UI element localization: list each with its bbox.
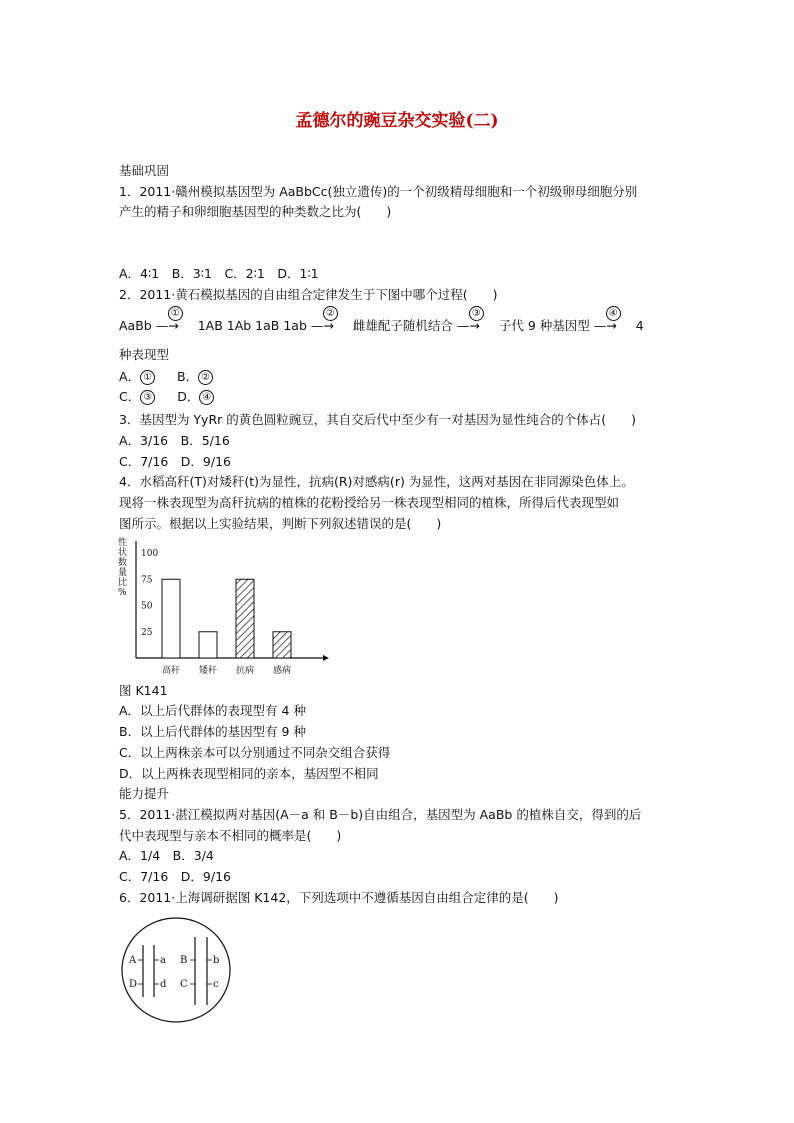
allele-a: a [160, 955, 166, 966]
cell-diagram-k142 [118, 915, 238, 1027]
x-tick-label: 矮秆 [198, 666, 218, 676]
q2-opt-b-symbol: ② [198, 370, 213, 385]
x-tick-labels [162, 664, 291, 676]
section-basic: 基础巩固 [119, 163, 170, 178]
q5-line2: 代中表现型与亲本不相同的概率是( ) [119, 828, 342, 843]
y-ticks [141, 549, 158, 638]
y-tick-label: 50 [141, 601, 153, 612]
q4-line1: 4．水稻高秆(T)对矮秆(t)为显性，抗病(R)对感病(r) 为显性，这两对基因在非同源染色体上。 [119, 474, 634, 489]
q6-stem: 6．2011·上海调研据图 K142，下列选项中不遵循基因自由组合定律的是( ) [119, 890, 559, 905]
x-tick-label: 高秆 [161, 666, 181, 676]
allele-C: C [180, 979, 188, 990]
q2-proc-start: AaBb [119, 318, 152, 333]
y-label-char: 数 [118, 558, 128, 568]
q1-line1: 1．2011·赣州模拟基因型为 AaBbCc(独立遗传)的一个初级精母细胞和一个初级卵母细胞分别 [119, 184, 638, 199]
q2-step4: ④ [606, 306, 621, 321]
y-tick-label: 25 [141, 627, 153, 638]
q2-fertilization: 雌雄配子随机结合 [352, 318, 453, 333]
y-axis-label [118, 536, 127, 598]
allele-B: B [180, 955, 188, 966]
bar-1 [162, 579, 180, 658]
x-axis-arrowhead [323, 655, 329, 661]
q3-options-row1: A．3/16 B．5/16 [119, 433, 230, 448]
q2-opt-d-symbol: ④ [199, 390, 214, 405]
q2-offspring: 子代 9 种基因型 [498, 318, 590, 333]
q3-options-row2: C．7/16 D．9/16 [119, 454, 231, 469]
q2-options-row2 [119, 389, 214, 405]
bar-chart [115, 535, 330, 680]
q5-options-row2: C．7/16 D．9/16 [119, 869, 231, 884]
q2-opt-a-label: A． [119, 369, 141, 384]
q2-opt-c-symbol: ③ [140, 390, 155, 405]
y-label-char: 性 [118, 538, 128, 548]
bar-4 [273, 632, 291, 658]
y-label-char: 状 [118, 548, 128, 558]
q2-opt-c-label: C． [119, 389, 141, 404]
allele-A: A [129, 955, 137, 966]
q5-line1: 5．2011·湛江模拟两对基因(A－a 和 B－b)自由组合，基因型为 AaBb 的植株自交，得到的后 [119, 807, 642, 822]
section-advanced: 能力提升 [119, 786, 170, 801]
x-tick-label: 抗病 [235, 666, 255, 676]
q2-opt-b-label: B． [177, 369, 199, 384]
q2-arrow-2: ② —→ [311, 318, 349, 334]
q2-gametes: 1AB 1Ab 1aB 1ab [197, 318, 307, 333]
y-tick-label: 100 [141, 549, 159, 559]
q5-options-row1: A．1/4 B．3/4 [119, 848, 214, 863]
bar-3 [236, 579, 254, 658]
bars [162, 579, 291, 658]
q4-option-a: A．以上后代群体的表现型有 4 种 [119, 703, 306, 718]
allele-b: b [213, 955, 220, 966]
allele-D: D [129, 979, 138, 990]
q2-step3: ③ [469, 306, 484, 321]
q2-options-row1 [119, 369, 213, 385]
q1-line2: 产生的精子和卵细胞基因型的种类数之比为( ) [119, 204, 392, 219]
q4-line2: 现将一株表现型为高秆抗病的植株的花粉授给另一株表现型相同的植株，所得后代表现型如 [119, 495, 620, 510]
q2-stem: 2．2011·黄石模拟基因的自由组合定律发生于下图中哪个过程( ) [119, 287, 498, 302]
y-label-char: 比 [118, 578, 128, 588]
q2-process [119, 308, 644, 334]
y-label-char: 量 [118, 568, 128, 578]
q2-opt-a-symbol: ① [140, 370, 155, 385]
q2-opt-d-label: D． [177, 389, 200, 404]
q4-option-d: D．以上两株表现型相同的亲本，基因型不相同 [119, 766, 379, 781]
q2-step1: ① [168, 306, 183, 321]
allele-c: c [213, 979, 219, 990]
allele-d: d [160, 979, 167, 990]
q2-arrow-1: ① —→ [156, 318, 194, 334]
figure-label-k141: 图 K141 [119, 683, 168, 698]
q2-step2: ② [323, 306, 338, 321]
q1-options: A．4∶1 B．3∶1 C．2∶1 D．1∶1 [119, 266, 319, 281]
q4-option-b: B．以上后代群体的基因型有 9 种 [119, 724, 306, 739]
q4-line3: 图所示。根据以上实验结果，判断下列叙述错误的是( ) [119, 516, 442, 531]
x-tick-label: 感病 [272, 666, 292, 676]
y-label-char: % [118, 588, 127, 598]
q3-stem: 3．基因型为 YyRr 的黄色圆粒豌豆，其自交后代中至少有一对基因为显性纯合的个体占( ) [119, 412, 637, 427]
q4-option-c: C．以上两株亲本可以分别通过不同杂交组合获得 [119, 745, 391, 760]
q2-arrow-3: ③ —→ [457, 318, 495, 334]
page-title: 孟德尔的豌豆杂交实验(二) [295, 111, 499, 131]
cell-membrane [122, 918, 230, 1022]
q2-result-line2: 种表现型 [119, 347, 170, 362]
q2-arrow-4: ④ —→ [594, 318, 632, 334]
y-tick-label: 75 [141, 575, 153, 586]
q2-result-end: 4 [635, 318, 644, 333]
bar-2 [199, 632, 217, 658]
